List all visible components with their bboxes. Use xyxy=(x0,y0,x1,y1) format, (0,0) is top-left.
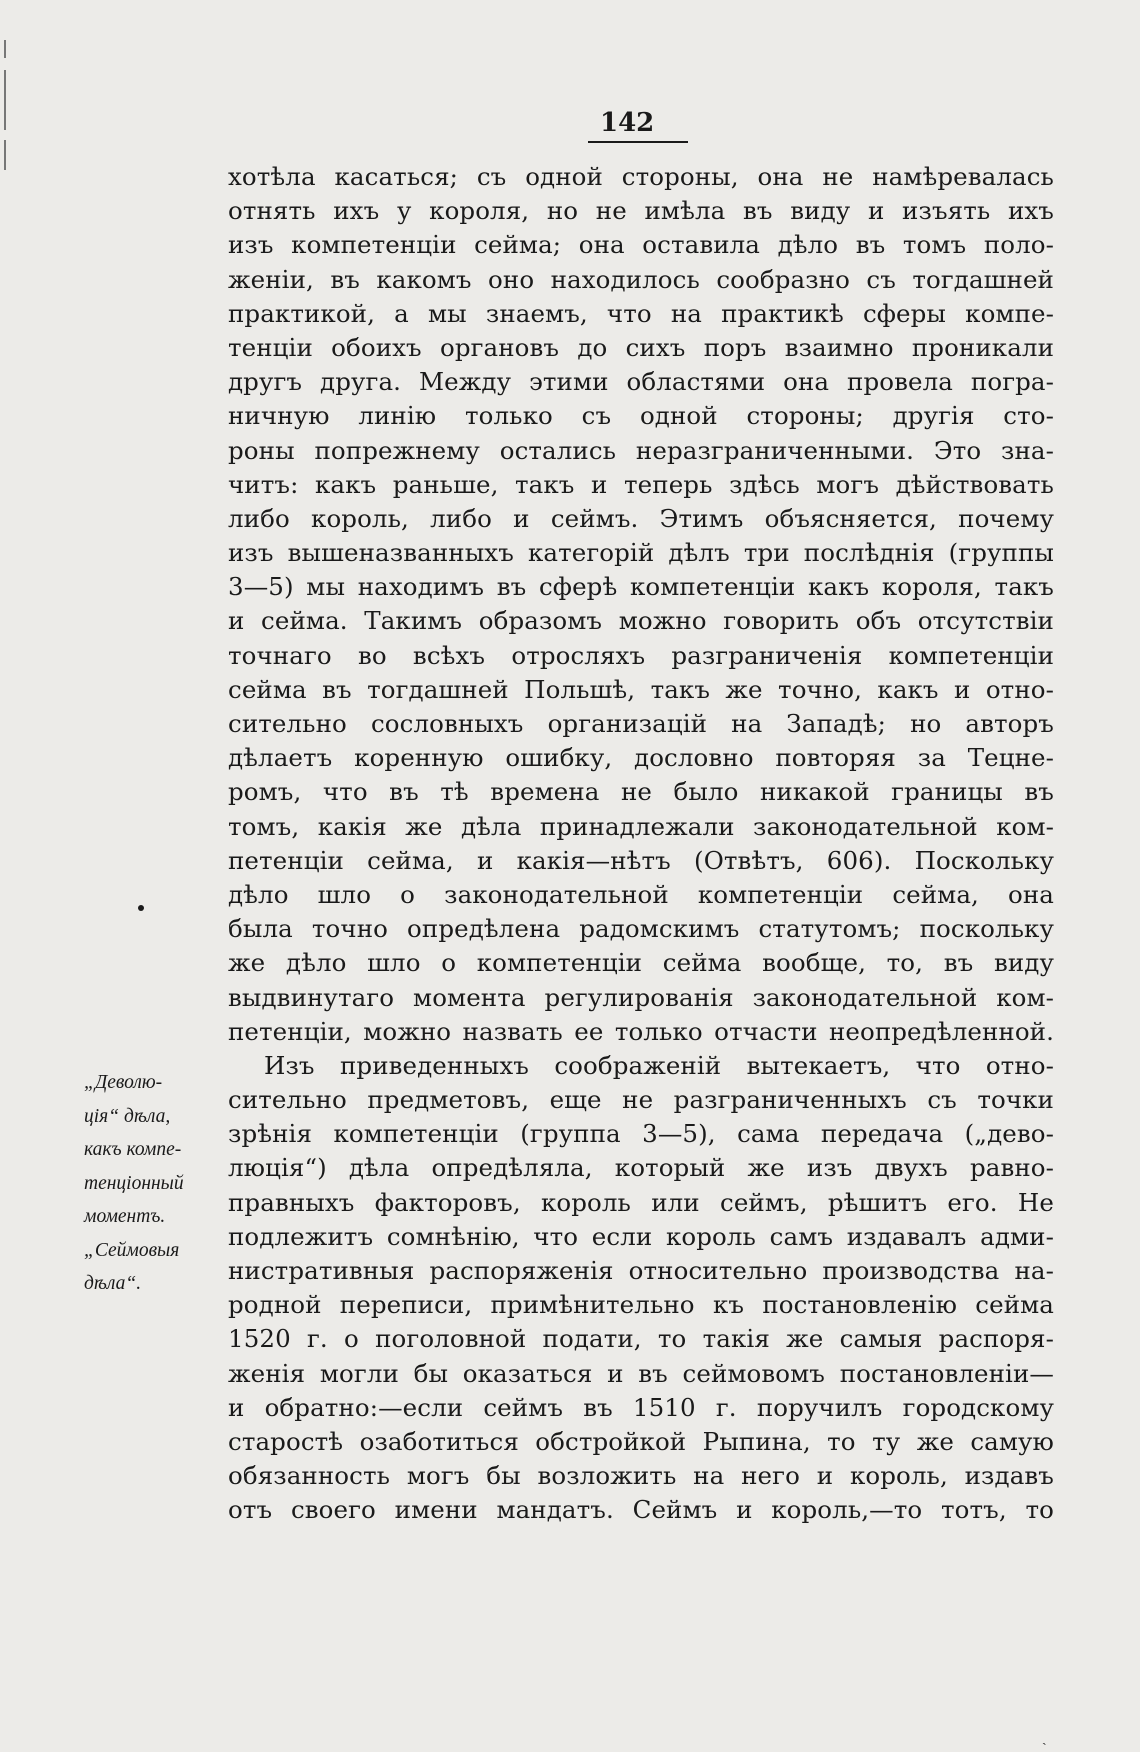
text-line: изъ компетенціи сейма; она оставила дѣло въ томъ поло- xyxy=(228,230,1054,260)
text-line: другъ друга. Между этими областями она провела погра- xyxy=(228,367,1054,397)
text-line: отнять ихъ у короля, но не имѣла въ виду и изъять ихъ xyxy=(228,196,1054,226)
text-line: была точно опредѣлена радомскимъ статутомъ; поскольку xyxy=(228,914,1054,944)
text-line: сейма въ тогдашней Польшѣ, такъ же точно, какъ и отно- xyxy=(228,674,1054,704)
text-line: зрѣнія компетенціи (группа 3—5), сама передача („дево- xyxy=(228,1119,1054,1149)
text-line: либо король, либо и сеймъ. Этимъ объясняется, почему xyxy=(228,503,1054,533)
text-line: правныхъ факторовъ, король или сеймъ, рѣшитъ его. Не xyxy=(228,1187,1054,1217)
text-line: нистративныя распоряженія относительно производства на- xyxy=(228,1256,1054,1285)
text-line: отъ своего имени мандатъ. Сеймъ и король,—то тотъ, то xyxy=(228,1495,1054,1525)
text-line: Изъ приведенныхъ соображеній вытекаетъ, что отно- xyxy=(264,1050,1054,1080)
text-line: дѣлаетъ коренную ошибку, дословно повторяя за Тецне- xyxy=(228,743,1054,773)
scan-corner-mark: ˎ xyxy=(1042,1730,1047,1746)
text-line: петенціи, можно назвать ее только отчасти неопредѣленной. xyxy=(228,1016,1054,1046)
page-number-rule xyxy=(588,141,688,143)
text-line: сительно предметовъ, еще не разграниченныхъ съ точки xyxy=(228,1085,1054,1115)
margin-note-line: моментъ. xyxy=(84,1206,166,1227)
text-line: люція“) дѣла опредѣляла, который же изъ двухъ равно- xyxy=(228,1153,1054,1183)
margin-note-line: „Деволю- xyxy=(84,1072,163,1093)
text-line: родной переписи, примѣнительно къ постановленію сейма xyxy=(228,1290,1054,1320)
margin-note xyxy=(84,1066,224,1301)
margin-note-line: тенціонный xyxy=(84,1172,184,1194)
text-line: дѣло шло о законодательной компетенціи сейма, она xyxy=(228,879,1054,909)
text-line: же дѣло шло о компетенціи сейма вообще, то, въ виду xyxy=(228,948,1054,978)
text-line: 1520 г. о поголовной подати, то такія же самыя распоря- xyxy=(228,1324,1054,1354)
margin-note-line: какъ компе- xyxy=(84,1139,182,1160)
text-line: ничную линію только съ одной стороны; другія сто- xyxy=(228,401,1054,431)
text-line: точнаго во всѣхъ отросляхъ разграниченія компетенціи xyxy=(228,640,1054,670)
text-line: хотѣла касаться; съ одной стороны, она не намѣревалась xyxy=(228,162,1054,191)
text-line: женіи, въ какомъ оно находилось сообразно съ тогдашней xyxy=(228,264,1054,294)
margin-note-line: дѣла“. xyxy=(84,1273,142,1294)
margin-note-line: „Сеймовыя xyxy=(84,1239,180,1261)
text-line: 3—5) мы находимъ въ сферѣ компетенціи какъ короля, такъ xyxy=(228,572,1054,602)
body-text xyxy=(228,160,1054,1528)
text-line: читъ: какъ раньше, такъ и теперь здѣсь могъ дѣйствовать xyxy=(228,469,1054,499)
text-line: изъ вышеназванныхъ категорій дѣлъ три послѣднія (группы xyxy=(228,538,1054,568)
text-line: тенціи обоихъ органовъ до сихъ поръ взаимно проникали xyxy=(228,332,1054,362)
scan-edge-mark xyxy=(4,70,6,130)
text-line: и сейма. Такимъ образомъ можно говорить объ отсутствіи xyxy=(228,606,1054,636)
margin-bullet-mark xyxy=(138,905,144,911)
margin-note-line: ція“ дѣла, xyxy=(84,1105,171,1127)
text-line: сительно сословныхъ организацій на Западѣ; но авторъ xyxy=(228,709,1054,738)
text-line: петенціи сейма, и какія—нѣтъ (Отвѣтъ, 606). Поскольку xyxy=(228,845,1054,875)
text-line: обязанность могъ бы возложить на него и король, издавъ xyxy=(228,1461,1054,1491)
text-line: роны попрежнему остались неразграниченными. Это зна- xyxy=(228,435,1054,465)
text-line: практикой, а мы знаемъ, что на практикѣ сферы компе- xyxy=(228,298,1054,328)
page-number: 142 xyxy=(600,108,655,138)
text-line: ромъ, что въ тѣ времена не было никакой границы въ xyxy=(228,777,1054,807)
text-line: женія могли бы оказаться и въ сеймовомъ постановленіи— xyxy=(228,1358,1054,1388)
text-line: выдвинутаго момента регулированія законодательной ком- xyxy=(228,982,1054,1012)
text-line: и обратно:—если сеймъ въ 1510 г. поручилъ городскому xyxy=(228,1392,1054,1422)
scan-edge-mark xyxy=(4,40,6,58)
text-line: подлежитъ сомнѣнію, что если король самъ издавалъ адми- xyxy=(228,1221,1054,1251)
text-line: старостѣ озаботиться обстройкой Рыпина, то ту же самую xyxy=(228,1426,1054,1456)
text-line: томъ, какія же дѣла принадлежали законодательной ком- xyxy=(228,811,1054,841)
scan-edge-mark xyxy=(4,140,6,170)
